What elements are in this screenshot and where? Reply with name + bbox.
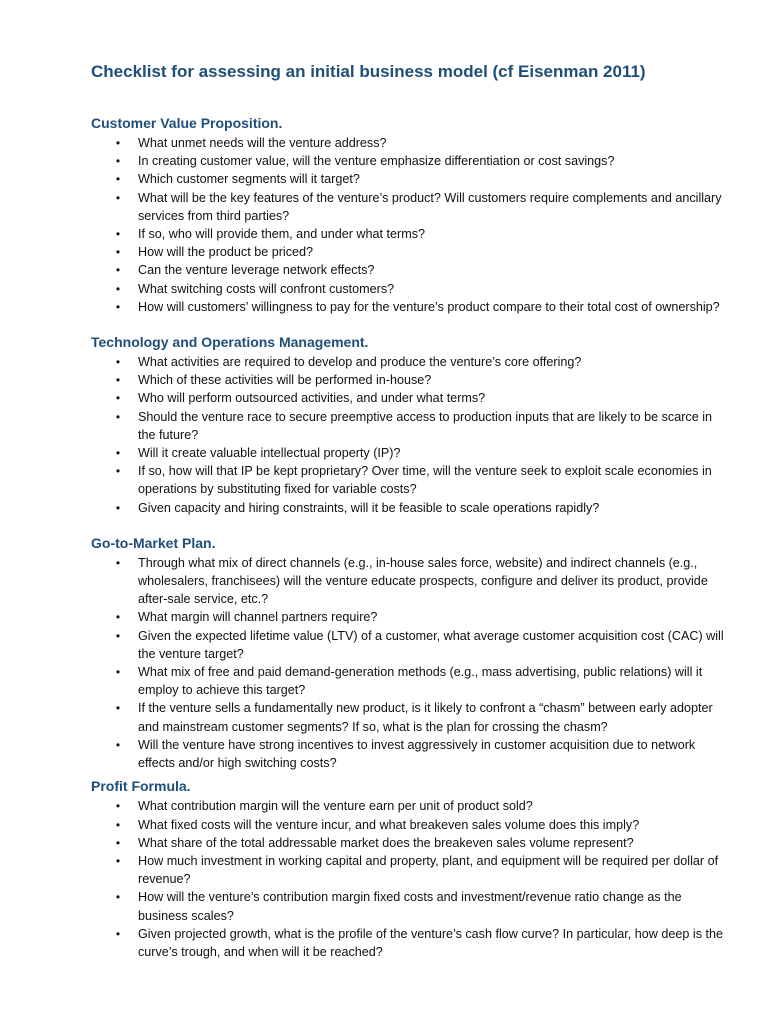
checklist-item-text: Given the expected lifetime value (LTV) of a customer, what average customer acquisition cost (CAC) will the venture target? (138, 628, 724, 661)
bullet-icon: • (115, 281, 121, 296)
checklist-item (91, 499, 728, 517)
bullet-icon: • (115, 464, 121, 479)
checklist-item-text: What margin will channel partners require? (138, 610, 378, 625)
checklist-item (91, 280, 728, 298)
section-go-to-market-plan (91, 533, 728, 772)
checklist-item-text: How much investment in working capital and property, plant, and equipment will be required per dollar of revenue? (138, 853, 719, 887)
bullet-icon: • (115, 737, 121, 752)
section-heading: Go-to-Market Plan. (91, 534, 216, 551)
checklist-item-text: What will be the key features of the venture’s product? Will customers require complements and ancillary services from third parties? (138, 190, 722, 223)
checklist-item (91, 353, 728, 371)
section-customer-value-proposition (91, 113, 728, 316)
checklist-item-text: What mix of free and paid demand-generation methods (e.g., mass advertising, public relations) will it employ to achieve this target? (138, 665, 703, 698)
bullet-icon: • (115, 853, 121, 868)
checklist-item-text: How will the product be priced? (138, 245, 314, 260)
bullet-icon: • (115, 355, 121, 370)
checklist-item-text: Can the venture leverage network effects? (138, 263, 375, 278)
checklist-item (91, 225, 728, 243)
bullet-icon: • (115, 799, 121, 814)
bullet-icon: • (115, 299, 121, 314)
checklist-item-text: What switching costs will confront customers? (138, 281, 395, 296)
checklist-item-text: How will the venture’s contribution margin fixed costs and investment/revenue ratio change as the business scales? (138, 890, 682, 923)
checklist-item-text: Given projected growth, what is the profile of the venture’s cash flow curve? In particular, how deep is the curve’s trough, and when will it be reached? (138, 926, 723, 959)
checklist-item-text: Which of these activities will be performed in-house? (138, 373, 432, 388)
checklist-item (91, 152, 728, 170)
bullet-icon: • (115, 154, 121, 169)
checklist-item-text: Should the venture race to secure preemptive access to production inputs that are likely to be scarce in the future? (138, 409, 713, 442)
bullet-icon: • (115, 701, 121, 716)
bullet-icon: • (115, 172, 121, 187)
bullet-icon: • (115, 263, 121, 278)
checklist-item-text: What unmet needs will the venture address? (138, 136, 387, 150)
checklist-item (91, 408, 728, 444)
checklist-item (91, 925, 728, 961)
checklist-item (91, 797, 728, 815)
section-heading: Customer Value Proposition. (91, 115, 283, 131)
checklist-item (91, 663, 728, 699)
bullet-icon: • (115, 190, 121, 205)
checklist-item (91, 134, 728, 152)
checklist-item-text: Given capacity and hiring constraints, will it be feasible to scale operations rapidly? (138, 500, 600, 515)
bullet-icon: • (115, 835, 121, 850)
bullet-icon: • (115, 665, 121, 680)
checklist (91, 353, 728, 517)
checklist-item-text: If the venture sells a fundamentally new product, is it likely to confront a “chasm” between early adopter and mainstream customer segments? If so, what is the plan for crossing the chasm? (138, 701, 713, 734)
checklist-item-text: Through what mix of direct channels (e.g., in-house sales force, website) and indirect channels (e.g., wholesalers, franchisees) will the venture educate prospects, configure and deliver its product, provide after-sale service, etc.? (138, 555, 708, 607)
checklist-item (91, 834, 728, 852)
checklist-item-text: What share of the total addressable market does the breakeven sales volume represent? (138, 835, 634, 850)
checklist (91, 797, 728, 961)
checklist-item (91, 627, 728, 663)
document-title: Checklist for assessing an initial business model (cf Eisenman 2011) (91, 62, 646, 81)
checklist-item-text: What activities are required to develop and produce the venture’s core offering? (138, 355, 582, 370)
bullet-icon: • (115, 628, 121, 643)
checklist-item (91, 699, 728, 735)
checklist-item (91, 444, 728, 462)
checklist-item-text: If so, how will that IP be kept proprietary? Over time, will the venture seek to exploit scale economies in operations by substituting fixed for variable costs? (138, 464, 712, 497)
bullet-icon: • (115, 926, 121, 941)
checklist-item (91, 371, 728, 389)
section-heading: Technology and Operations Management. (91, 334, 369, 351)
bullet-icon: • (115, 227, 121, 242)
checklist-item-text: If so, who will provide them, and under what terms? (138, 227, 425, 242)
bullet-icon: • (115, 555, 121, 570)
checklist-item (91, 554, 728, 609)
checklist (91, 554, 728, 772)
checklist-item-text: In creating customer value, will the venture emphasize differentiation or cost savings? (138, 154, 615, 169)
bullet-icon: • (115, 373, 121, 388)
bullet-icon: • (115, 817, 121, 832)
checklist (91, 134, 728, 316)
checklist-item-text: What contribution margin will the venture earn per unit of product sold? (138, 799, 533, 814)
bullet-icon: • (115, 890, 121, 905)
section-technology-operations (91, 332, 728, 517)
checklist-item (91, 298, 728, 316)
bullet-icon: • (115, 391, 121, 406)
checklist-item (91, 736, 728, 772)
checklist-item-text: Who will perform outsourced activities, and under what terms? (138, 391, 486, 406)
checklist-item (91, 462, 728, 498)
checklist-item-text: How will customers’ willingness to pay for the venture’s product compare to their total cost of ownership? (138, 299, 720, 314)
checklist-item (91, 261, 728, 279)
checklist-item (91, 170, 728, 188)
bullet-icon: • (115, 245, 121, 260)
bullet-icon: • (115, 409, 121, 424)
bullet-icon: • (115, 136, 121, 150)
checklist-item (91, 189, 728, 225)
section-profit-formula (91, 776, 728, 961)
checklist-item-text: What fixed costs will the venture incur, and what breakeven sales volume does this imply? (138, 817, 640, 832)
checklist-item (91, 608, 728, 626)
checklist-item (91, 888, 728, 924)
checklist-item-text: Which customer segments will it target? (138, 172, 360, 187)
bullet-icon: • (115, 446, 121, 461)
section-heading: Profit Formula. (91, 778, 191, 795)
checklist-item-text: Will it create valuable intellectual property (IP)? (138, 446, 401, 461)
checklist-item (91, 389, 728, 407)
checklist-item (91, 243, 728, 261)
checklist-item (91, 816, 728, 834)
checklist-item (91, 852, 728, 888)
bullet-icon: • (115, 500, 121, 515)
checklist-item-text: Will the venture have strong incentives to invest aggressively in customer acquisition due to network effects and/or high switching costs? (138, 737, 696, 771)
bullet-icon: • (115, 610, 121, 625)
